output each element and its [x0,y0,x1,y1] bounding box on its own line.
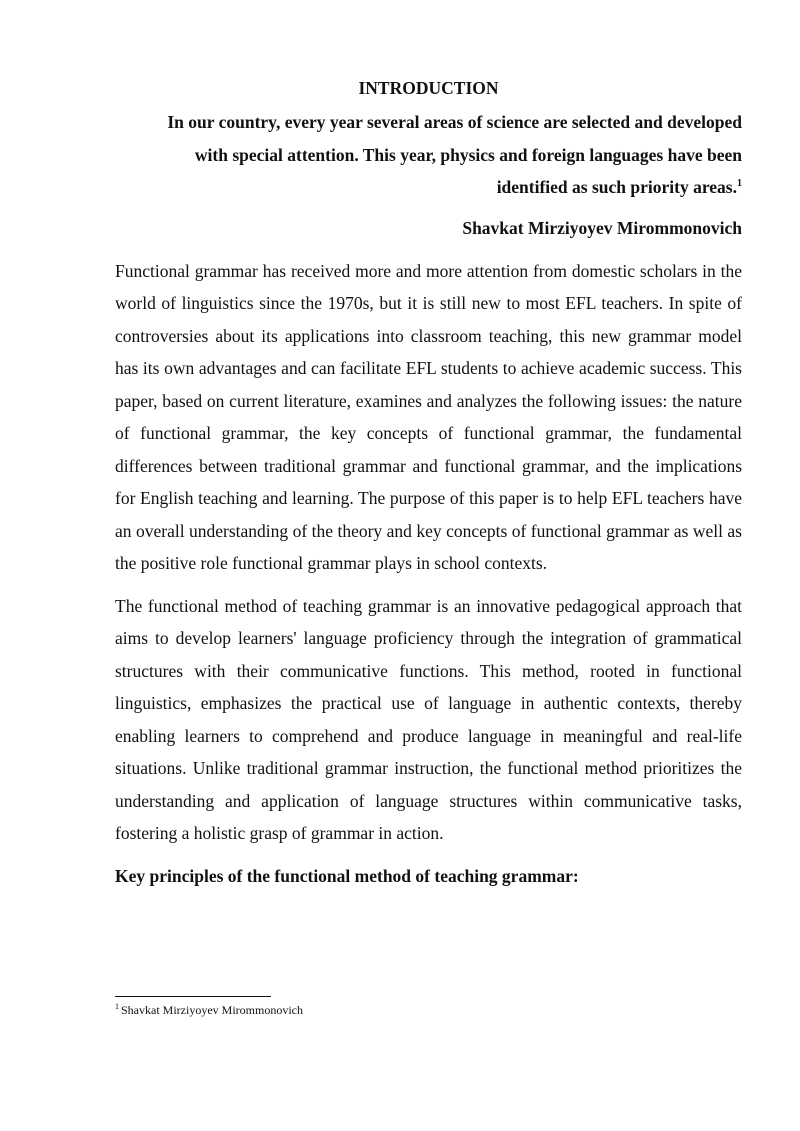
section-heading: INTRODUCTION [358,78,499,98]
subsection-heading: Key principles of the functional method of teaching grammar: [115,865,579,886]
epigraph-author: Shavkat Mirziyoyev Mirommonovich [462,217,742,238]
footnote-marker: 1 [115,1002,119,1011]
paragraph-functional-grammar: Functional grammar has received more and more attention from domestic scholars in the world of linguistics since the 1970s, but it is still new to most EFL teachers. In spite of controversies about its applications into classroom teaching, this new grammar model has its own advantages and can facilitate EFL students to achieve academic success. This paper, based on current literature, examines and analyzes the following issues: the nature of functional grammar, the key concepts of functional grammar, the fundamental differences between traditional grammar and functional grammar, and the implications for English teaching and learning. The purpose of this paper is to help EFL teachers have an overall understanding of the theory and key concepts of functional grammar as well as the positive role functional grammar plays in school contexts. [115,260,742,573]
epigraph-line-3-text: identified as such priority areas. [496,177,737,197]
epigraph-line-2: with special attention. This year, physics and foreign languages have been [194,144,742,165]
epigraph-quote [115,106,742,204]
footnote-text: Shavkat Mirziyoyev Mirommonovich [121,1003,303,1017]
paragraph-functional-method: The functional method of teaching grammar is an innovative pedagogical approach that aims to develop learners' language proficiency through the integration of grammatical structures with their communicative functions. This method, rooted in functional linguistics, emphasizes the practical use of language in authentic contexts, thereby enabling learners to comprehend and produce language in meaningful and real-life situations. Unlike traditional grammar instruction, the functional method prioritizes the understanding and application of language structures within communicative tasks, fostering a holistic grasp of grammar in action. [115,595,742,843]
epigraph-line-1: In our country, every year several areas of science are selected and developed [167,112,742,132]
document-body [115,72,742,892]
footnote-divider [115,996,271,997]
footnote [115,1002,303,1018]
footnote-reference[interactable]: 1 [737,178,742,190]
epigraph-line-3 [115,171,742,204]
